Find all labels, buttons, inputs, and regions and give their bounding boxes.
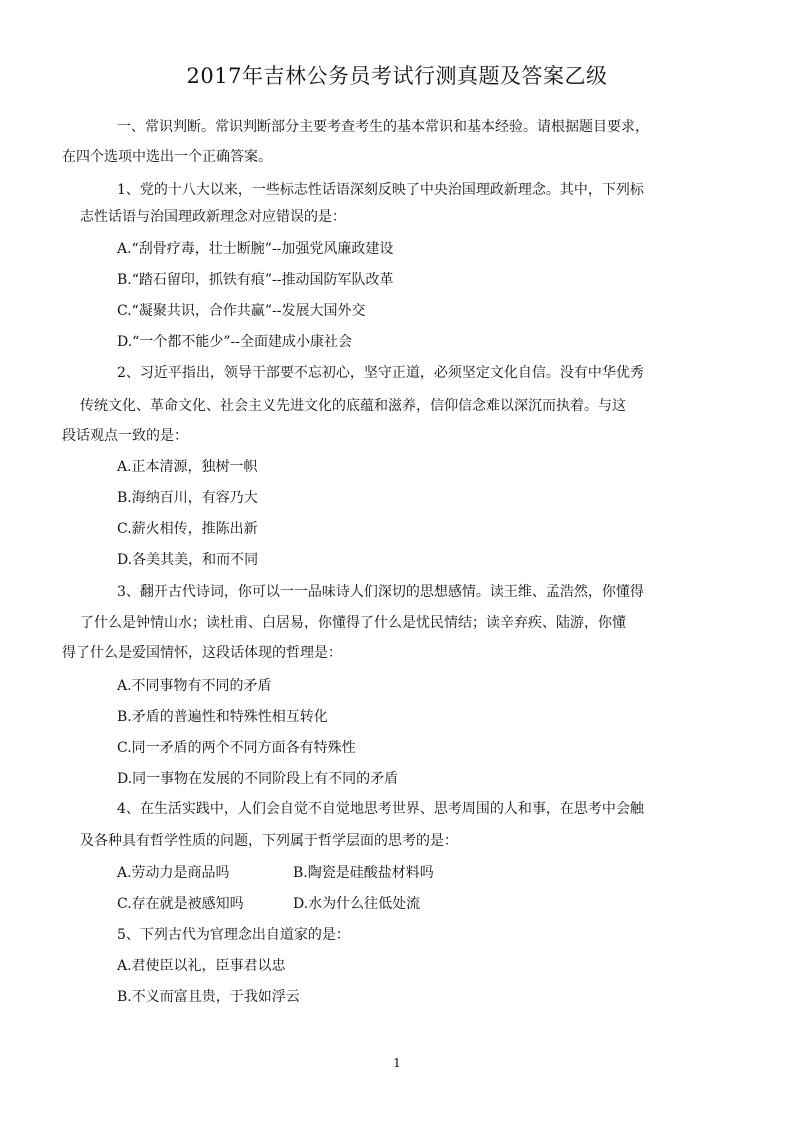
question-2-option-b: B.海纳百川，有容乃大 bbox=[117, 490, 258, 506]
question-5-option-a: A.君使臣以礼，臣事君以忠 bbox=[117, 958, 286, 974]
question-4-option-b: B.陶瓷是硅酸盐材料吗 bbox=[293, 865, 434, 881]
question-3-stem-line: 了什么是钟情山水；读杜甫、白居易，你懂得了什么是忧民情结；读辛弃疾、陆游，你懂 bbox=[80, 615, 626, 631]
question-3-stem-line: 得了什么是爱国情怀，这段话体现的哲理是： bbox=[62, 645, 342, 661]
question-1-option-b: B.“踏石留印，抓铁有痕”--推动国防军队改革 bbox=[117, 272, 394, 288]
question-3-option-b: B.矛盾的普遍性和特殊性相互转化 bbox=[117, 709, 328, 725]
question-3-option-d: D.同一事物在发展的不同阶段上有不同的矛盾 bbox=[117, 771, 399, 787]
question-1-option-d: D.“一个都不能少”--全面建成小康社会 bbox=[117, 334, 352, 350]
question-2-option-d: D.各美其美，和而不同 bbox=[117, 552, 259, 568]
question-5-option-b: B.不义而富且贵，于我如浮云 bbox=[117, 989, 300, 1005]
question-2-stem-line: 传统文化、革命文化、社会主义先进文化的底蕴和滋养，信仰信念难以深沉而执着。与这 bbox=[80, 398, 626, 414]
question-3-option-c: C.同一矛盾的两个不同方面各有特殊性 bbox=[117, 740, 356, 756]
question-4-option-d: D.水为什么往低处流 bbox=[293, 896, 421, 912]
question-4-stem-line: 4、在生活实践中，人们会自觉不自觉地思考世界、思考周围的人和事，在思考中会触 bbox=[117, 801, 644, 817]
page-number: 1 bbox=[393, 1056, 401, 1070]
section-intro-line: 一、常识判断。常识判断部分主要考查考生的基本常识和基本经验。请根据题目要求， bbox=[117, 119, 649, 135]
document-title: 2017年吉林公务员考试行测真题及答案乙级 bbox=[186, 64, 608, 88]
question-4-stem-line: 及各种具有哲学性质的问题，下列属于哲学层面的思考的是： bbox=[80, 833, 458, 849]
section-intro-line: 在四个选项中选出一个正确答案。 bbox=[62, 149, 272, 165]
question-2-option-a: A.正本清源，独树一帜 bbox=[117, 459, 258, 475]
question-3-stem-line: 3、翻开古代诗词，你可以一一品味诗人们深切的思想感情。读王维、孟浩然，你懂得 bbox=[117, 584, 644, 600]
question-4-option-a: A.劳动力是商品吗 bbox=[117, 865, 230, 881]
question-3-option-a: A.不同事物有不同的矛盾 bbox=[117, 678, 272, 694]
question-1-option-a: A.“刮骨疗毒，壮士断腕”--加强党风廉政建设 bbox=[117, 241, 394, 257]
question-1-stem-line: 志性话语与治国理政新理念对应错误的是： bbox=[80, 209, 346, 225]
question-4-option-c: C.存在就是被感知吗 bbox=[117, 896, 244, 912]
question-5-stem-line: 5、下列古代为官理念出自道家的是： bbox=[117, 927, 350, 943]
question-1-option-c: C.“凝聚共识，合作共赢”--发展大国外交 bbox=[117, 303, 366, 319]
question-2-stem-line: 2、习近平指出，领导干部要不忘初心，坚守正道，必须坚定文化自信。没有中华优秀 bbox=[117, 365, 644, 381]
question-2-option-c: C.薪火相传，推陈出新 bbox=[117, 521, 258, 537]
question-1-stem-line: 1、党的十八大以来，一些标志性话语深刻反映了中央治国理政新理念。其中，下列标 bbox=[117, 182, 644, 198]
question-2-stem-line: 段话观点一致的是： bbox=[62, 428, 188, 444]
